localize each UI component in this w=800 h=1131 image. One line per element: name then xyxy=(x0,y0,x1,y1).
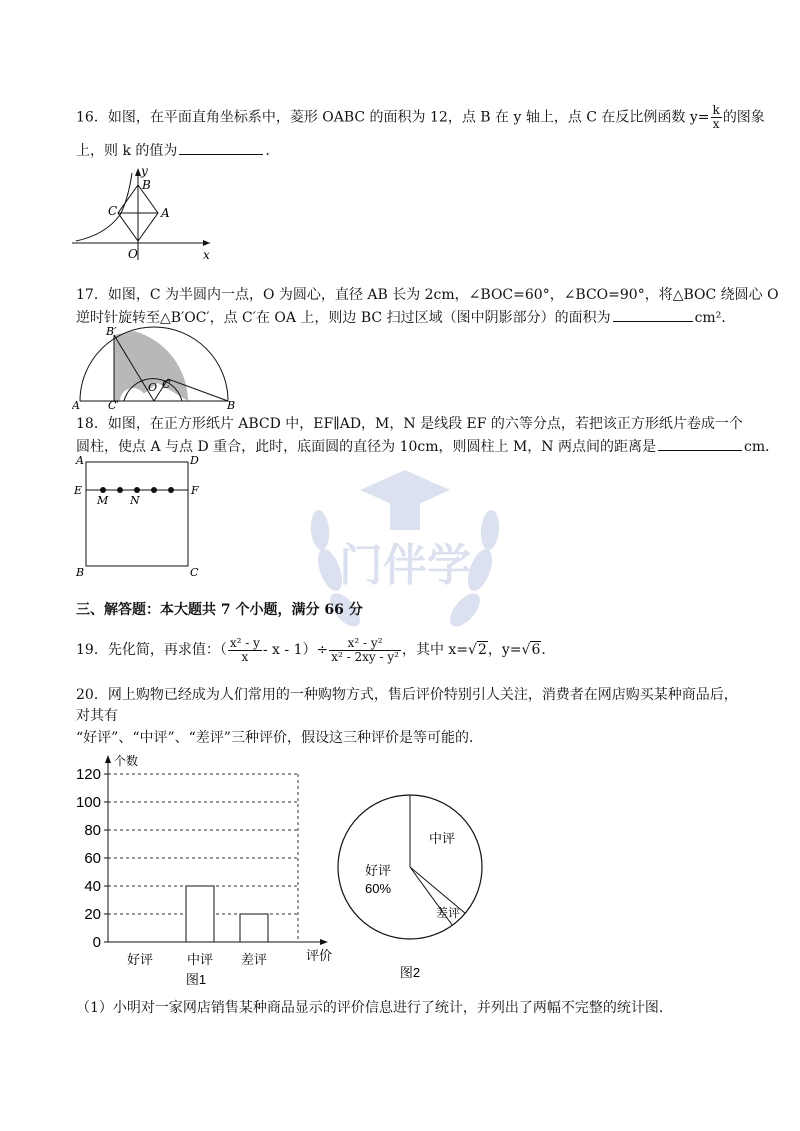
q16-answer-blank[interactable] xyxy=(179,140,263,155)
fig1-caption: 图1 xyxy=(185,972,207,987)
svg-text:C: C xyxy=(108,204,118,218)
svg-text:O: O xyxy=(148,381,158,394)
x-tick-label: 好评 xyxy=(126,952,154,967)
svg-text:A: A xyxy=(72,399,80,410)
q20-line3: “好评”、“中评”、“差评”三种评价，假设这三种评价是等可能的． xyxy=(76,730,483,746)
q19-fraction-1: $\frac{\text{x² - y}}{x}$ xyxy=(229,635,260,664)
q18-answer-blank[interactable] xyxy=(658,436,742,451)
svg-text:O: O xyxy=(128,247,138,261)
y-axis-label: 个数 xyxy=(114,754,139,768)
q19-fraction-2: $\frac{\text{x² - y²}}{\text{x² - 2xy - y²}}$ xyxy=(331,635,399,664)
svg-text:B: B xyxy=(142,178,151,192)
bar-中评 xyxy=(186,886,214,942)
svg-text:M: M xyxy=(97,494,109,507)
q16-figure xyxy=(70,165,220,265)
svg-text:C: C xyxy=(190,566,199,579)
svg-text:A: A xyxy=(76,454,84,467)
pie-label-zhongping: 中评 xyxy=(428,831,456,846)
q20-line1: 20．网上购物已经成为人们常用的一种购物方式，售后评价特别引人关注，消费者在网店购买某种商品后， xyxy=(76,687,738,703)
svg-text:C: C xyxy=(162,378,171,391)
y-tick-label: 20 xyxy=(84,906,101,923)
pie-value-haoping: 60% xyxy=(364,881,392,896)
svg-text:D: D xyxy=(190,454,199,467)
y-tick-label: 80 xyxy=(84,822,101,839)
svg-text:N: N xyxy=(130,494,140,507)
q18-figure xyxy=(72,452,212,580)
x-tick-label: 差评 xyxy=(240,952,268,967)
y-tick-label: 100 xyxy=(75,794,101,811)
svg-text:F: F xyxy=(191,484,199,497)
y-axis-arrow xyxy=(105,755,111,763)
y-tick-label: 120 xyxy=(75,766,101,783)
q17-answer-blank[interactable] xyxy=(613,307,693,322)
svg-text:B′: B′ xyxy=(106,325,117,338)
svg-text:E: E xyxy=(74,484,83,497)
svg-text:C′: C′ xyxy=(108,399,119,410)
pie-chart xyxy=(330,785,500,990)
pie-label-haoping: 好评 xyxy=(364,863,392,878)
q16-line1: 16．如图，在平面直角坐标系中，菱形 OABC 的面积为 12，点 B 在 y 轴上，点 C 在反比例函数 y= $\frac{k}{x}$ 的图象 xyxy=(76,103,765,131)
pie-label-chaping: 差评 xyxy=(435,906,461,920)
svg-text:x: x xyxy=(203,248,210,262)
q18-line2: 圆柱，使点 A 与点 D 重合，此时，底面圆的直径为 10cm，则圆柱上 M，N 两点间的距离是 cm． xyxy=(76,436,779,457)
svg-text:A: A xyxy=(161,206,170,220)
q16-line2: 上，则 k 的值为 . xyxy=(76,140,270,161)
y-tick-label: 0 xyxy=(92,934,101,951)
q17-line2: 逆时针旋转至△B′OC′，点 C′在 OA 上，则边 BC 扫过区域（图中阴影部分）的面积为 cm²． xyxy=(76,307,735,328)
x-tick-label: 中评 xyxy=(186,952,214,967)
bar-差评 xyxy=(240,914,268,942)
watermark-text: 门伴学 xyxy=(339,540,471,591)
q18-line1: 18．如图，在正方形纸片 ABCD 中，EF∥AD，M，N 是线段 EF 的六等分点，若把该正方形纸片卷成一个 xyxy=(76,416,743,432)
x-axis-arrow xyxy=(320,939,328,945)
section-3-heading: 三、解答题：本大题共 7 个小题，满分 66 分 xyxy=(76,602,363,618)
q20-sub1: （1）小明对一家网店销售某种商品显示的评价信息进行了统计，并列出了两幅不完整的统计图． xyxy=(76,1000,673,1016)
y-tick-label: 60 xyxy=(84,850,101,867)
y-tick-label: 40 xyxy=(84,878,101,895)
q16-fraction: $\frac{k}{x}$ xyxy=(712,103,720,131)
q19-line: 19．先化简，再求值：（ $\frac{\text{x² - y}}{x}$ - x - 1）÷ $\frac{\text{x² - y²}}{\text{x² - 2xy - y²}}$ ，其中 x=√2，y=√6. xyxy=(76,635,546,664)
q17-figure xyxy=(72,325,242,410)
x-axis-label: 评价 xyxy=(306,948,333,963)
q20-line2: 对其有 xyxy=(76,708,118,724)
bar-chart xyxy=(70,752,340,992)
svg-text:y: y xyxy=(141,165,148,178)
q17-line1: 17．如图，C 为半圆内一点，O 为圆心，直径 AB 长为 2cm，∠BOC=60°，∠BCO=90°，将△BOC 绕圆心 O xyxy=(76,287,779,303)
fig2-caption: 图2 xyxy=(399,965,421,980)
svg-text:B: B xyxy=(227,399,236,410)
svg-text:B: B xyxy=(76,566,85,579)
